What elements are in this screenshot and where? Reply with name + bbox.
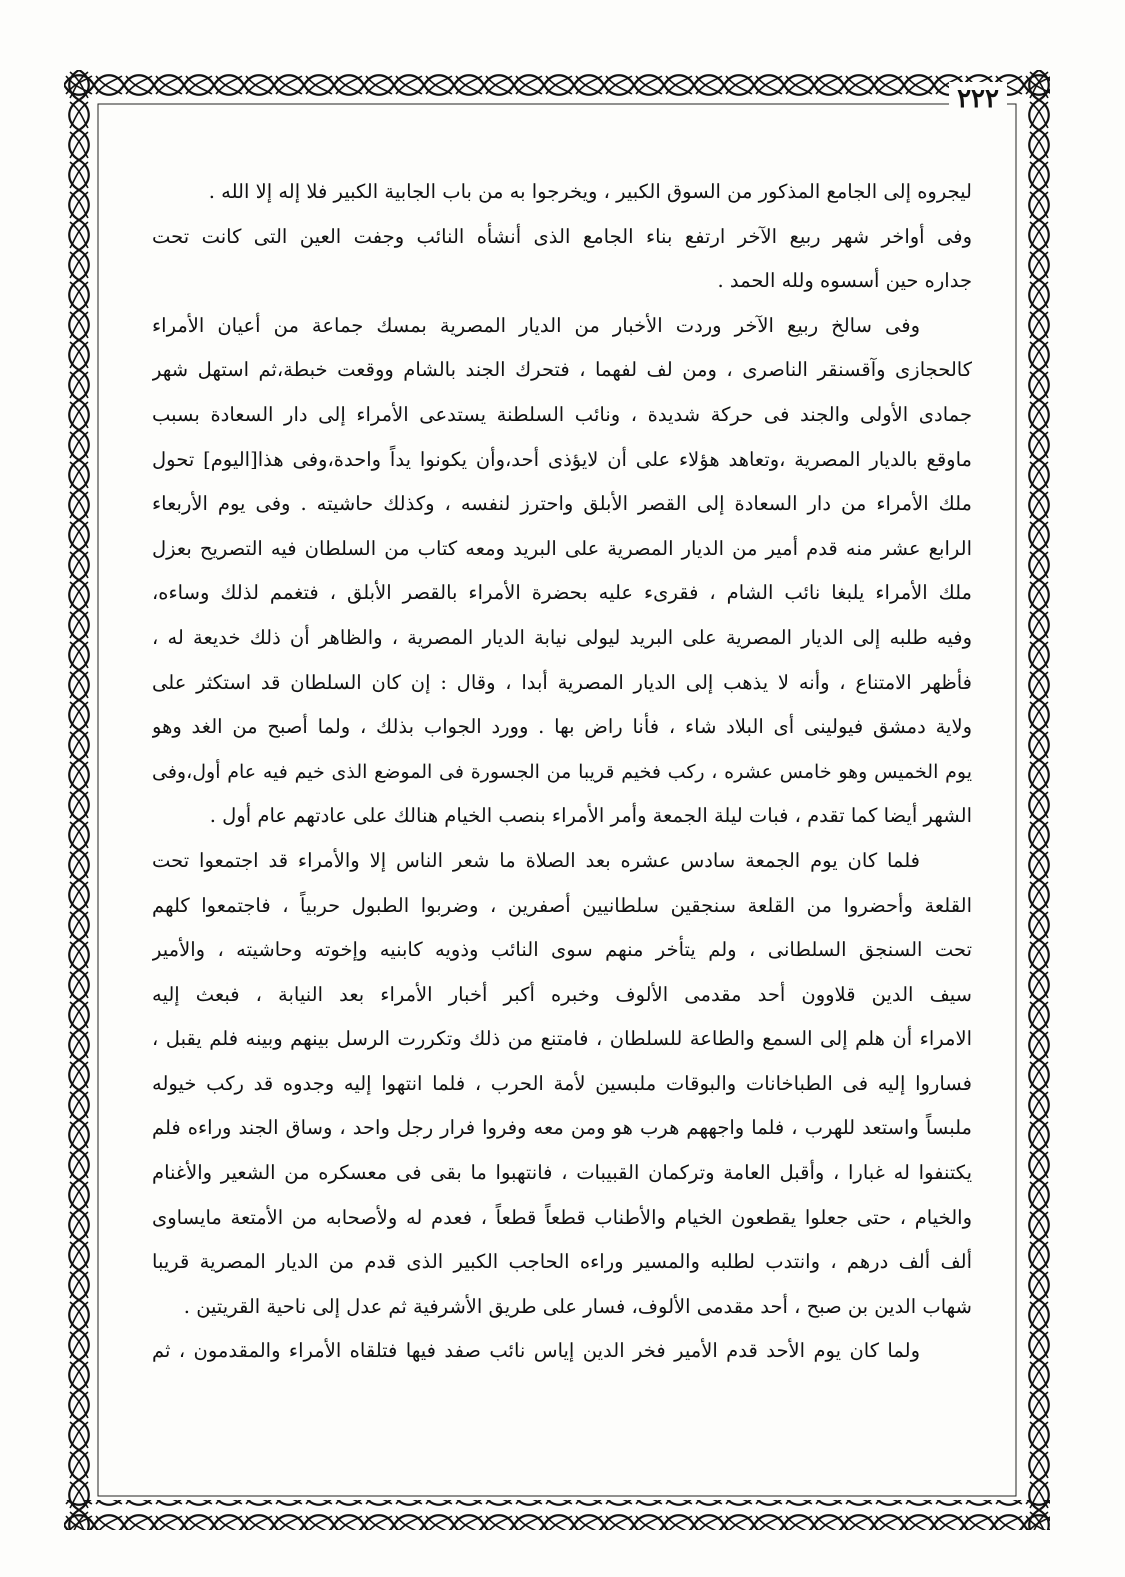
text-line: فلما كان يوم الجمعة سادس عشره بعد الصلاة ما شعر الناس إلا والأمراء قد اجتمعوا تحت <box>152 848 920 872</box>
text-line: ألف ألف درهم ، وانتدب لطلبه والمسير وراءه الحاجب الكبير الذى قدم من الديار المصرية قريبا <box>152 1250 972 1274</box>
text-line: الشهر أيضا كما تقدم ، فبات ليلة الجمعة وأمر الأمراء بنصب الخيام هنالك على عادتهم عام أول . <box>209 804 972 828</box>
text-line: ملك الأمراء من دار السعادة إلى القصر الأبلق واحترز لنفسه ، وكذلك حاشيته . وفى يوم الأربعاء <box>152 492 972 516</box>
text-line: كالحجازى وآقسنقر الناصرى ، ومن لف لفهما ، فتحرك الجند بالشام ووقعت خبطة،ثم استهل شهر <box>152 358 972 382</box>
text-line: يوم الخميس وهو خامس عشره ، ركب فخيم قريبا من الجسورة فى الموضع الذى خيم فيه عام أول،وفى <box>152 760 972 783</box>
text-line: شهاب الدين بن صبح ، أحد مقدمى الألوف، فسار على طريق الأشرفية ثم عدل إلى ناحية القريتين . <box>183 1294 972 1318</box>
text-line: جمادى الأولى والجند فى حركة شديدة ، ونائب السلطنة يستدعى الأمراء إلى دار السعادة بسبب <box>152 402 972 426</box>
text-line: الامراء أن هلم إلى السمع والطاعة للسلطان ، فامتنع من ذلك وتكررت الرسل بينهم وبينه فلم يقبل ، <box>152 1027 972 1051</box>
text-line: فساروا إليه فى الطباخانات والبوقات ملبسين لأمة الحرب ، فلما انتهوا إليه وجدوه قد ركب خيوله <box>152 1071 972 1095</box>
text-line: والخيام ، حتى جعلوا يقطعون الخيام والأطناب قطعاً قطعاً ، فعدم له ولأصحابه من الأمتعة مايساوى <box>152 1205 972 1229</box>
text-line: فأظهر الامتناع ، وأنه لا يذهب إلى الديار المصرية أبدا ، وقال : إن كان السلطان قد استكثر على <box>152 670 972 694</box>
text-line: وفيه طلبه إلى الديار المصرية على البريد ليولى نيابة الديار المصرية ، والظاهر أن ذلك خديعة له ، <box>152 625 972 649</box>
body-text <box>152 170 972 1374</box>
page-number: ٢٢٢ <box>949 82 1007 116</box>
text-line: سيف الدين قلاوون أحد مقدمى الألوف وخبره أكبر أخبار الأمراء بعد النيابة ، فبعث إليه <box>152 982 972 1006</box>
text-line: الرابع عشر منه قدم أمير من الديار المصرية على البريد ومعه كتاب من السلطان فيه التصريح بعزل <box>152 536 972 560</box>
text-line: ملك الأمراء يلبغا نائب الشام ، فقرىء عليه بحضرة الأمراء بالقصر الأبلق ، فتغمم لذلك وساءه، <box>152 581 972 605</box>
text-line: جداره حين أسسوه ولله الحمد . <box>717 269 972 293</box>
text-line: ملبساً واستعد للهرب ، فلما واجههم هرب هو ومن معه وفروا فرار رجل واحد ، وساق الجند وراءه فلم <box>152 1116 972 1140</box>
text-line: تحت السنجق السلطانى ، ولم يتأخر منهم سوى النائب وذويه كابنيه وإخوته وحاشيته ، والأمير <box>152 938 972 962</box>
text-line: ماوقع بالديار المصرية ،وتعاهد هؤلاء على أن لايؤذى أحد،وأن يكونوا يداً واحدة،وفى هذا[اليوم] تحول <box>152 447 972 471</box>
text-line: ليجروه إلى الجامع المذكور من السوق الكبير ، ويخرجوا به من باب الجابية الكبير فلا إله إلا الله . <box>208 180 972 203</box>
text-line: وفى أواخر شهر ربيع الآخر ارتفع بناء الجامع الذى أنشأه النائب وجفت العين التى كانت تحت <box>152 224 972 248</box>
text-line: القلعة وأحضروا من القلعة سنجقين سلطانيين أصفرين ، وضربوا الطبول حربياً ، فاجتمعوا كلهم <box>152 893 972 917</box>
text-line: ولاية دمشق فيولينى أى البلاد شاء ، فأنا راض بها . وورد الجواب بذلك ، ولما أصبح من الغد وهو <box>152 715 972 739</box>
text-line: ولما كان يوم الأحد قدم الأمير فخر الدين إياس نائب صفد فيها فتلقاه الأمراء والمقدمون ، ثم <box>152 1339 920 1363</box>
text-line: وفى سالخ ربيع الآخر وردت الأخبار من الديار المصرية بمسك جماعة من أعيان الأمراء <box>152 313 920 337</box>
text-line: يكتنفوا له غبارا ، وأقبل العامة وتركمان القبيبات ، فانتهبوا ما بقى فى معسكره من الشعير والأغنام <box>152 1161 972 1185</box>
